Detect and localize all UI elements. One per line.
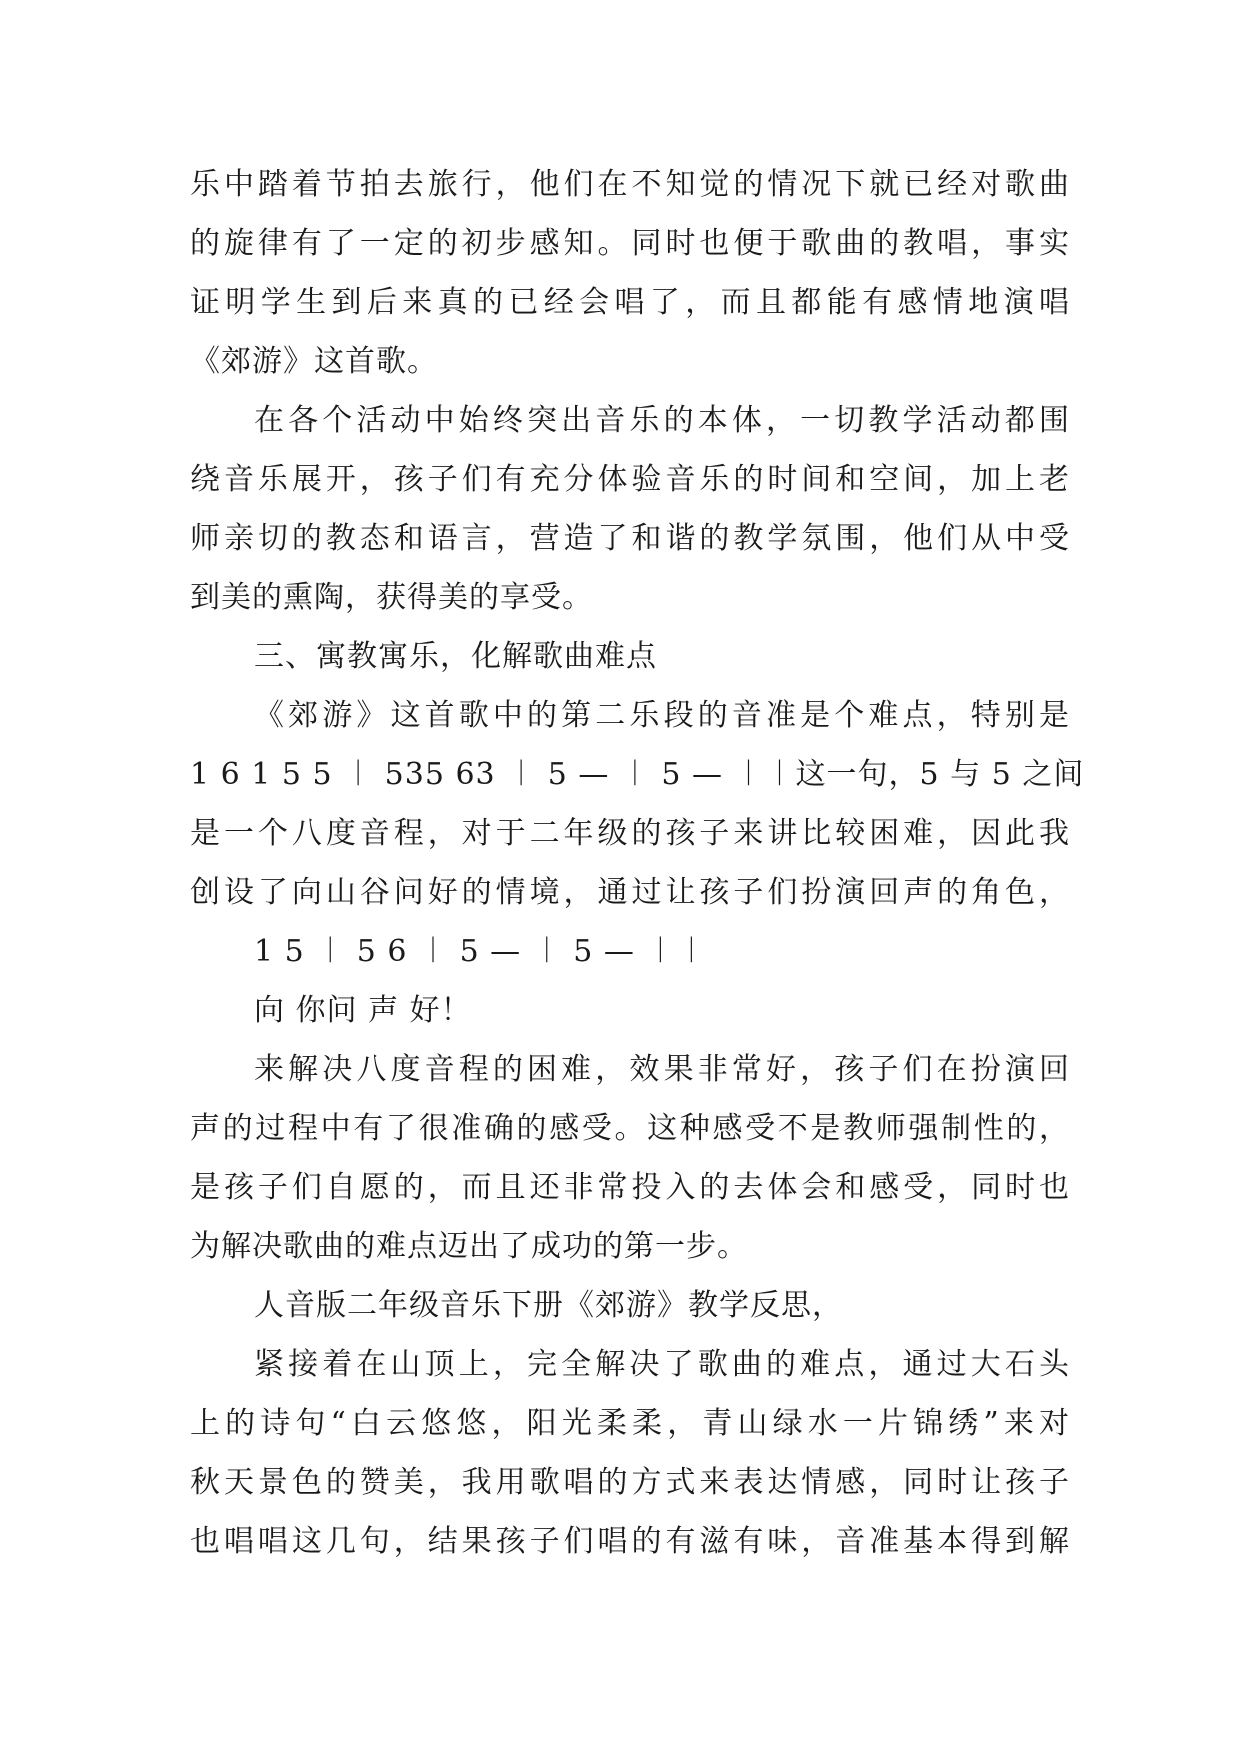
text-line: 证明学生到后来真的已经会唱了，而且都能有感情地演唱 [190,285,1070,320]
text-line: 为解决歌曲的难点迈出了成功的第一步。 [190,1229,748,1264]
text-line: 上的诗句“白云悠悠，阳光柔柔，青山绿水一片锦绣”来对 [190,1406,1070,1441]
paragraph-first-line: 在各个活动中始终突出音乐的本体，一切教学活动都围 [254,403,1070,438]
text-line: 师亲切的教态和语言，营造了和谐的教学氛围，他们从中受 [190,521,1070,556]
text-line: 声的过程中有了很准确的感受。这种感受不是教师强制性的， [190,1111,1070,1146]
paragraph-first-line: 来解决八度音程的困难，效果非常好，孩子们在扮演回 [254,1052,1070,1087]
paragraph-first-line: 《郊游》这首歌中的第二乐段的音准是个难点，特别是 [254,698,1070,733]
text-line: 秋天景色的赞美，我用歌唱的方式来表达情感，同时让孩子 [190,1465,1070,1500]
text-line: 乐中踏着节拍去旅行，他们在不知觉的情况下就已经对歌曲 [190,167,1070,202]
lyrics-line: 向 你问 声 好！ [254,993,472,1028]
text-line: 是一个八度音程，对于二年级的孩子来讲比较困难，因此我 [190,816,1070,851]
paragraph-first-line: 紧接着在山顶上，完全解决了歌曲的难点，通过大石头 [254,1347,1070,1382]
paragraph-first-line: 人音版二年级音乐下册《郊游》教学反思， [254,1288,843,1323]
text-line: 的旋律有了一定的初步感知。同时也便于歌曲的教唱，事实 [190,226,1070,261]
music-notation-line: 1 5 ︱ 5 6 ︱ 5 — ︱ 5 — ︱︱ [254,934,708,969]
text-line: 绕音乐展开，孩子们有充分体验音乐的时间和空间，加上老 [190,462,1070,497]
text-line: 《郊游》这首歌。 [190,344,438,379]
text-line: 是孩子们自愿的，而且还非常投入的去体会和感受，同时也 [190,1170,1070,1205]
text-line: 到美的熏陶，获得美的享受。 [190,580,593,615]
music-notation-line: 1 6 1 5 5 ︱ 535 63 ︱ 5 — ︱ 5 — ︱︱这一句，5 与 5 之间 [190,757,1085,792]
document-body [190,155,1085,1571]
text-line: 也唱唱这几句，结果孩子们唱的有滋有味，音准基本得到解 [190,1524,1070,1559]
section-heading: 三、寓教寓乐，化解歌曲难点 [254,639,657,674]
text-line: 创设了向山谷问好的情境，通过让孩子们扮演回声的角色， [190,875,1070,910]
